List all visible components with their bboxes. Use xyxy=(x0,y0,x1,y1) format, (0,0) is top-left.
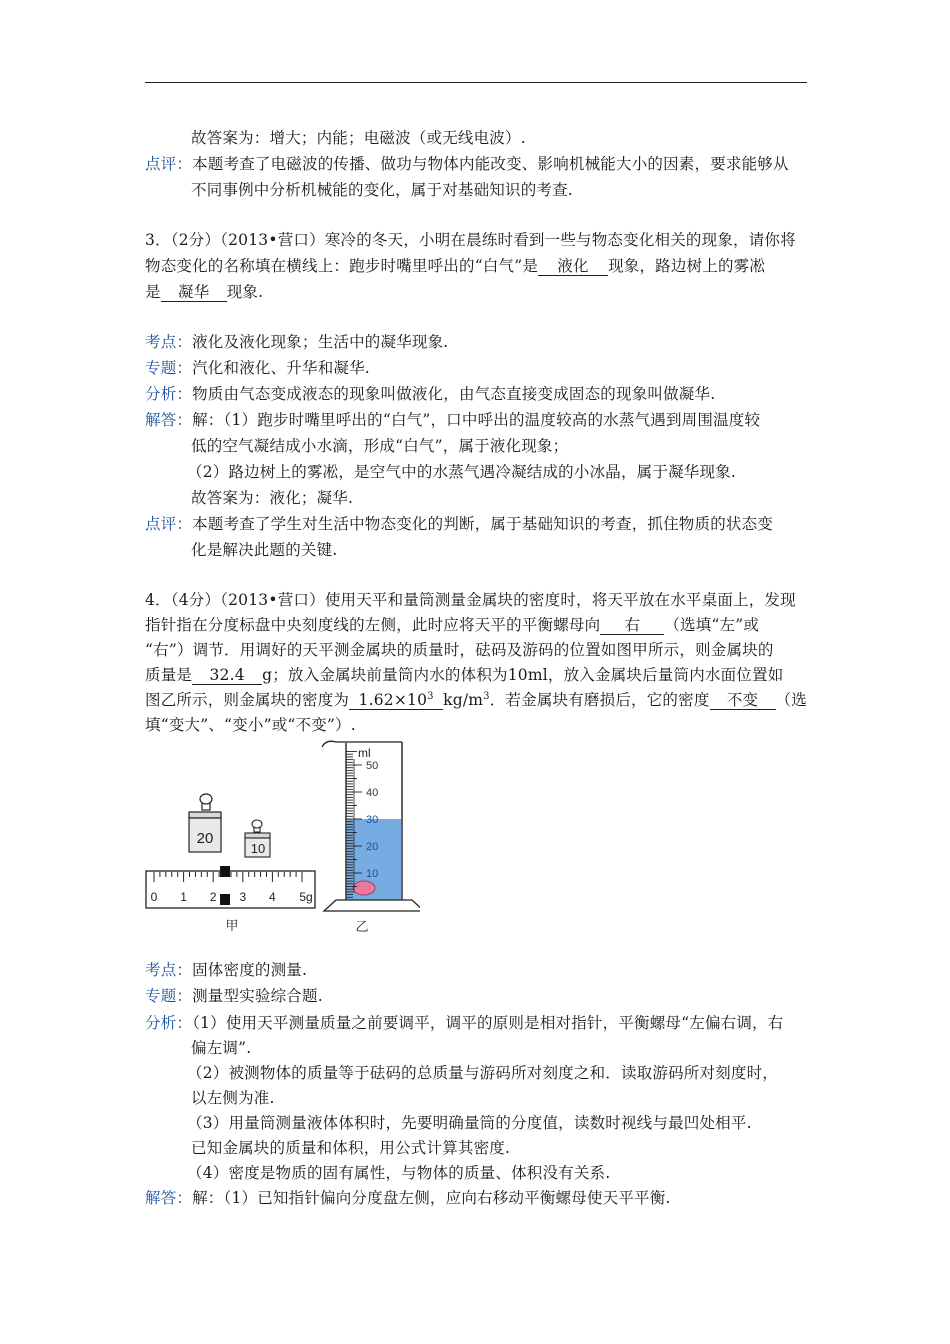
dianping-tag: 点评： xyxy=(145,515,193,533)
q3-dianping-line1: 本题考查了学生对生活中物态变化的判断，属于基础知识的考查，抓住物质的状态变 xyxy=(192,515,774,533)
q4-line6: 填“变大”、“变小”或“不变”）. xyxy=(145,716,356,734)
q4-answer-direction: 右 xyxy=(600,616,664,635)
ruler-tick-label: 0 xyxy=(150,890,158,904)
q4-line4 xyxy=(145,665,783,685)
q4-figure-svg xyxy=(140,735,420,940)
ruler-tick-label: 4 xyxy=(269,890,276,904)
q4-line2 xyxy=(145,615,759,635)
q3-zhuanti xyxy=(145,358,370,378)
q3-line3-tail: 现象. xyxy=(226,283,264,301)
q3-line3 xyxy=(145,282,263,302)
q4-line4-tail: g；放入金属块前量筒内水的体积为10ml，放入金属块后量筒内水面位置如 xyxy=(262,666,784,684)
q3-line1: 3．（2分）（2013•营口）寒冷的冬天，小明在晨练时看到一些与物态变化相关的现象，请你将 xyxy=(145,231,796,249)
weight-20-label: 20 xyxy=(196,830,214,847)
label-jia: 甲 xyxy=(225,919,239,934)
q4-fenxi-line2: 偏左调”. xyxy=(191,1039,252,1057)
q3-kaodian xyxy=(145,332,448,352)
q3-jieda-line3: （2）路边树上的雾凇，是空气中的水蒸气遇冷凝结成的小冰晶，属于凝华现象. xyxy=(187,463,736,481)
kaodian-tag: 考点： xyxy=(145,333,193,351)
q4-line4-text: 质量是 xyxy=(145,666,193,684)
q4-line2-tail: （选填“左”或 xyxy=(664,616,760,634)
q4-fenxi-line1: （1）使用天平测量质量之前要调平，调平的原则是相对指针，平衡螺母“左偏右调，右 xyxy=(192,1014,784,1032)
ruler-tick-label: 3 xyxy=(239,890,247,904)
density-base: 1.62×10 xyxy=(358,691,428,709)
q3-answer-1: 液化 xyxy=(538,257,608,276)
q3-kaodian-text: 液化及液化现象；生活中的凝华现象. xyxy=(192,333,449,351)
q3-fenxi xyxy=(145,384,715,404)
comment-tag: 点评： xyxy=(145,155,193,173)
cylinder-label: 40 xyxy=(366,787,379,799)
cylinder-label: 10 xyxy=(366,868,379,880)
cylinder-label: 50 xyxy=(366,760,379,772)
fenxi-tag: 分析： xyxy=(145,385,193,403)
density-exponent: 3 xyxy=(427,690,434,702)
rider-bottom xyxy=(220,894,230,905)
q3-dianping-line2: 化是解决此题的关键. xyxy=(191,541,338,559)
q3-jieda xyxy=(145,410,760,430)
q3-line2-tail: 现象，路边树上的雾凇 xyxy=(608,257,766,275)
metal-block xyxy=(353,881,375,895)
prev-comment-line2: 不同事例中分析机械能的变化，属于对基础知识的考查. xyxy=(191,181,573,199)
q3-jieda-line1: 解：（1）跑步时嘴里呼出的“白气”，口中呼出的温度较高的水蒸气遇到周围温度较 xyxy=(192,411,761,429)
cylinder-label: 30 xyxy=(366,814,379,826)
prev-comment xyxy=(145,154,789,174)
q4-fenxi-line3: （2）被测物体的质量等于砝码的总质量与游码所对刻度之和．读取游码所对刻度时， xyxy=(187,1064,778,1082)
weight-10g xyxy=(245,820,270,857)
q4-zhuanti-text: 测量型实验综合题. xyxy=(192,987,323,1005)
fenxi-tag: 分析： xyxy=(145,1014,193,1032)
q4-fenxi xyxy=(145,1013,783,1033)
q3-answer-2: 凝华 xyxy=(161,283,227,302)
q3-line3-text: 是 xyxy=(145,283,161,301)
q4-fenxi-line7: （4）密度是物质的固有属性，与物体的质量、体积没有关系. xyxy=(187,1164,611,1182)
q4-fenxi-line4: 以左侧为准. xyxy=(191,1089,275,1107)
kaodian-tag: 考点： xyxy=(145,961,193,979)
rider-top xyxy=(220,866,230,877)
rider-ruler xyxy=(146,866,315,908)
zhuanti-tag: 专题： xyxy=(145,359,193,377)
q4-answer-change: 不变 xyxy=(710,691,776,710)
q4-answer-density xyxy=(349,691,443,710)
q3-dianping xyxy=(145,514,773,534)
q3-jieda-line4: 故答案为：液化；凝华. xyxy=(191,489,354,507)
zhuanti-tag: 专题： xyxy=(145,987,193,1005)
q4-jieda-line1: 解：（1）已知指针偏向分度盘左侧，应向右移动平衡螺母使天平平衡. xyxy=(192,1189,671,1207)
cylinder-label: 20 xyxy=(366,841,379,853)
label-yi: 乙 xyxy=(355,920,369,935)
ruler-tick-label: 2 xyxy=(209,890,217,904)
q4-kaodian-text: 固体密度的测量. xyxy=(192,961,308,979)
q4-answer-mass: 32.4 xyxy=(192,666,262,685)
q4-fenxi-line5: （3）用量筒测量液体体积时，先要明确量筒的分度值，读数时视线与最凹处相平. xyxy=(187,1114,752,1132)
q4-figure xyxy=(140,735,420,940)
cylinder-unit: ml xyxy=(358,746,371,760)
jieda-tag: 解答： xyxy=(145,411,193,429)
graduated-cylinder xyxy=(322,741,420,911)
q3-zhuanti-text: 汽化和液化、升华和凝华. xyxy=(192,359,370,377)
prev-comment-line1: 本题考查了电磁波的传播、做功与物体内能改变、影响机械能大小的因素，要求能够从 xyxy=(192,155,789,173)
q4-kaodian xyxy=(145,960,307,980)
weight-10-label: 10 xyxy=(250,841,266,856)
jieda-tag: 解答： xyxy=(145,1189,193,1207)
weight-20g xyxy=(189,794,221,852)
q4-jieda xyxy=(145,1188,671,1208)
q3-jieda-line2: 低的空气凝结成小水滴，形成“白气”，属于液化现象； xyxy=(191,437,569,455)
q4-line5 xyxy=(145,690,807,710)
density-unit-exponent: 3 xyxy=(483,690,490,702)
q4-fenxi-line6: 已知金属块的质量和体积，用公式计算其密度. xyxy=(191,1139,511,1157)
prev-answer-line: 故答案为：增大；内能；电磁波（或无线电波）. xyxy=(191,129,526,147)
q4-line2-text: 指针指在分度标盘中央刻度线的左侧，此时应将天平的平衡螺母向 xyxy=(145,616,601,634)
q4-line5-mid: ．若金属块有磨损后，它的密度 xyxy=(489,691,710,709)
q4-line5-tail: （选 xyxy=(775,691,807,709)
ruler-tick-label: 5g xyxy=(299,890,313,904)
q3-line2-text: 物态变化的名称填在横线上：跑步时嘴里呼出的“白气”是 xyxy=(145,257,539,275)
header-rule xyxy=(145,82,807,83)
q4-line3: “右”）调节．用调好的天平测金属块的质量时，砝码及游码的位置如图甲所示，则金属块的 xyxy=(145,641,774,659)
density-unit: kg/m xyxy=(443,691,484,709)
ruler-tick-label: 1 xyxy=(180,890,187,904)
q4-line5-text: 图乙所示，则金属块的密度为 xyxy=(145,691,350,709)
q4-line1: 4．（4分）（2013•营口）使用天平和量筒测量金属块的密度时，将天平放在水平桌面上，发现 xyxy=(145,591,796,609)
q3-fenxi-text: 物质由气态变成液态的现象叫做液化，由气态直接变成固态的现象叫做凝华. xyxy=(192,385,716,403)
q3-line2 xyxy=(145,256,765,276)
q4-zhuanti xyxy=(145,986,323,1006)
